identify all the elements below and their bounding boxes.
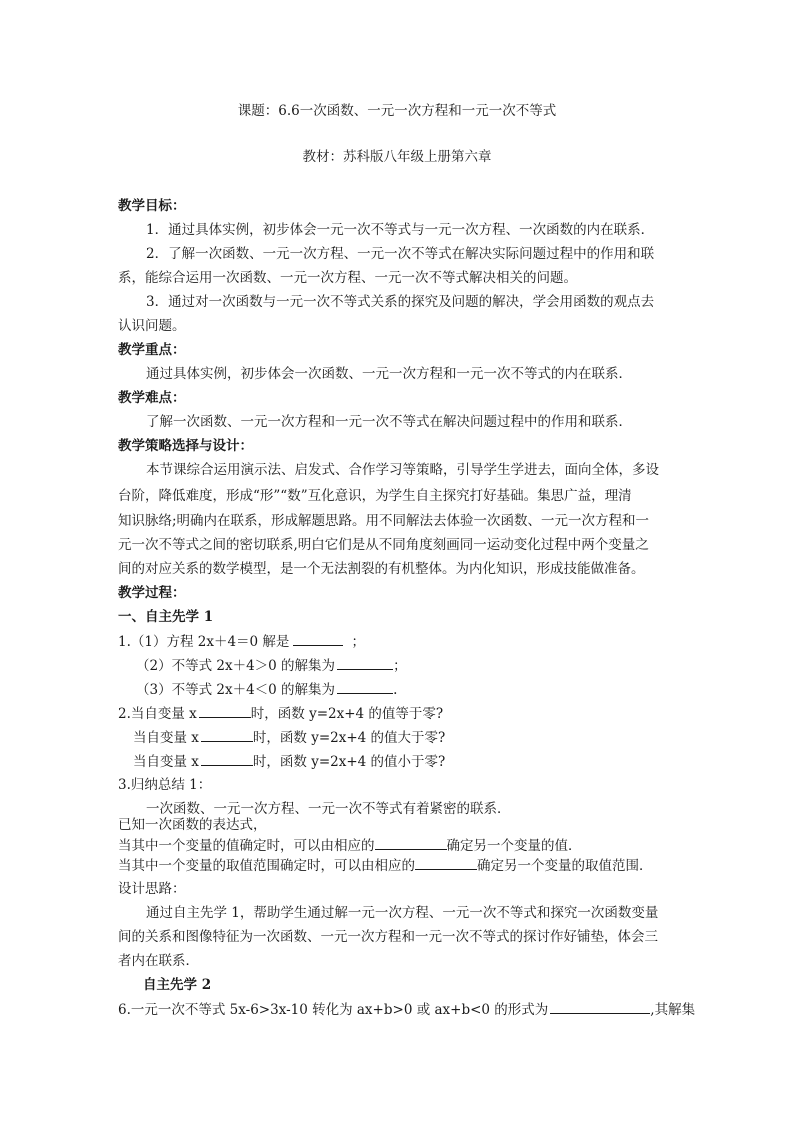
question-2-1: 2.当自变量 x 时，函数 y=2x+4 的值等于零? (118, 703, 443, 724)
objectives-heading: 教学目标： (118, 198, 186, 214)
strategy-line-3: 知识脉络;明确内在联系，形成解题思路。用不同解法去体验一次函数、一元一次方程和一 (118, 513, 650, 529)
summary-title: 3.归纳总结 1： (118, 777, 212, 793)
question-1-3: （3）不等式 2x＋4＜0 的解集为 . (136, 679, 397, 700)
question-6: 6.一元一次不等式 5x-6>3x-10 转化为 ax+b>0 或 ax+b<0 的形式为 ,其解集 (118, 999, 695, 1020)
answer-blank (293, 631, 343, 646)
summary-line-1: 一次函数、一元一次方程、一元一次不等式有着紧密的联系． (146, 801, 511, 817)
answer-blank (199, 703, 251, 718)
design-title: 设计思路： (118, 881, 186, 897)
lesson-title: 课题：6.6一次函数、一元一次方程和一元一次不等式 (237, 103, 557, 119)
answer-blank (550, 999, 650, 1014)
summary-line-4: 当其中一个变量的取值范围确定时，可以由相应的 确定另一个变量的取值范围． (118, 855, 653, 876)
objective-item-3-line-1: 3．通过对一次函数与一元一次不等式关系的探究及问题的解决，学会用函数的观点去 (146, 294, 655, 310)
summary-line-2: 已知一次函数的表达式， (118, 817, 267, 833)
objective-item-2-line-2: 系，能综合运用一次函数、一元一次方程、一元一次不等式解决相关的问题。 (118, 270, 577, 286)
question-1-1: 1.（1）方程 2x＋4＝0 解是 ； (118, 631, 365, 652)
strategy-line-1: 本节课综合运用演示法、启发式、合作学习等策略，引导学生学进去，面向全体，多设 (146, 462, 659, 478)
process-heading: 教学过程： (118, 585, 186, 601)
answer-blank (337, 655, 393, 670)
answer-blank (337, 679, 393, 694)
strategy-line-2: 台阶，降低难度，形成“形”“数”互化意识，为学生自主探究打好基础。集思广益，理清 (118, 488, 632, 504)
strategy-heading: 教学策略选择与设计： (118, 438, 253, 454)
answer-blank (375, 835, 447, 850)
design-line-3: 者内在联系． (118, 953, 199, 969)
strategy-line-4: 元一次不等式之间的密切联系,明白它们是从不同角度刻画同一运动变化过程中两个变量之 (118, 537, 649, 553)
answer-blank (415, 855, 477, 870)
objective-item-1: 1．通过具体实例，初步体会一元一次不等式与一元一次方程、一次函数的内在联系． (146, 222, 655, 238)
key-points-text: 通过具体实例，初步体会一次函数、一元一次方程和一元一次不等式的内在联系． (146, 366, 632, 382)
key-points-heading: 教学重点： (118, 342, 186, 358)
textbook-info: 教材：苏科版八年级上册第六章 (302, 149, 492, 165)
difficulties-text: 了解一次函数、一元一次方程和一元一次不等式在解决问题过程中的作用和联系． (146, 414, 632, 430)
design-line-2: 间的关系和图像特征为一次函数、一元一次方程和一元一次不等式的探讨作好铺垫，体会三 (118, 929, 658, 945)
section-1-title: 一、自主先学 1 (118, 609, 214, 625)
objective-item-2-line-1: 2．了解一次函数、一元一次方程、一元一次不等式在解决实际问题过程中的作用和联 (146, 246, 655, 262)
question-2-3: 当自变量 x 时，函数 y=2x+4 的值小于零? (133, 751, 445, 772)
answer-blank (201, 727, 253, 742)
summary-line-3: 当其中一个变量的值确定时，可以由相应的 确定另一个变量的值． (118, 835, 582, 856)
question-1-2: （2）不等式 2x＋4＞0 的解集为 ； (136, 655, 407, 676)
strategy-line-5: 间的对应关系的数学模型，是一个无法割裂的有机整体。为内化知识，形成技能做准备。 (118, 561, 645, 577)
design-line-1: 通过自主先学 1，帮助学生通过解一元一次方程、一元一次不等式和探究一次函数变量 (146, 905, 659, 921)
question-2-2: 当自变量 x 时，函数 y=2x+4 的值大于零? (133, 727, 445, 748)
section-2-title: 自主先学 2 (143, 977, 212, 993)
objective-item-3-line-2: 认识问题。 (118, 318, 186, 334)
answer-blank (201, 751, 253, 766)
difficulties-heading: 教学难点： (118, 390, 186, 406)
